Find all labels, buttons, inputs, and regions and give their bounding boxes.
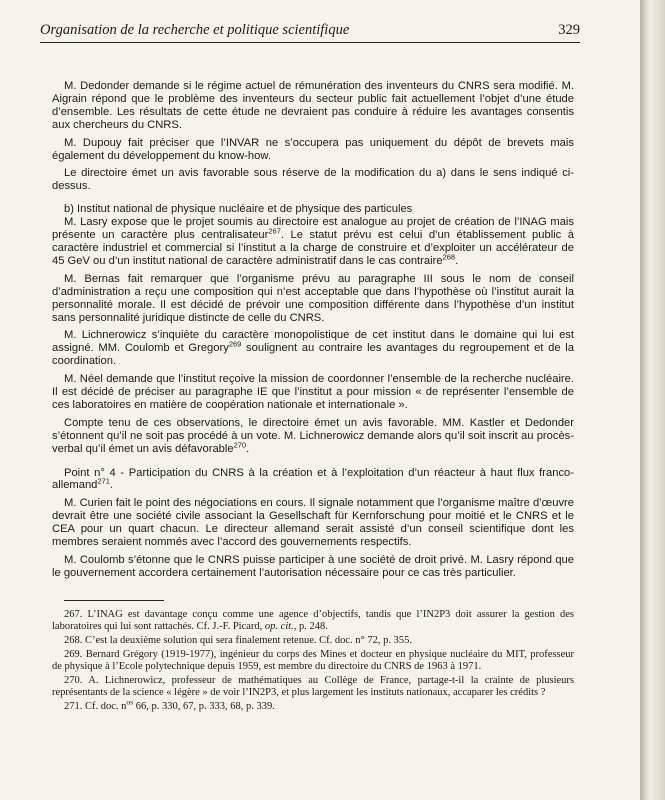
paragraph-compte-tenu: Compte tenu de ces observations, le directoire émet un avis favorable. MM. Kastler et Dedonder s’étonnent qu’il ne soit pas procédé à un vote. M. Lichnerowicz demande alors qu’il soit inscrit au procès-verbal qu’il émet un avis défavorable$^{270}$. xyxy=(52,416,574,455)
footnote-270: 270. A. Lichnerowicz, professeur de mathématiques au Collège de France, partage-t-il la crainte de plusieurs représentants de la science « légère » de voir l’IN2P3, et plus largement les instituts nationaux, accaparer les crédits ? xyxy=(52,674,574,699)
footnotes xyxy=(52,609,574,714)
footnote-divider xyxy=(64,600,164,601)
paragraph-dedonder: M. Dedonder demande si le régime actuel de rémunération des inventeurs du CNRS sera modifié. M. Aigrain répond que le problème des inventeurs du secteur public fait actuellement l’objet d’une étude d’ensemble. Les résultats de cette étude ne devraient pas conduire à réduire les avantages consentis aux chercheurs du CNRS. xyxy=(52,80,574,131)
footnote-ref-270[interactable]: 270 xyxy=(233,439,247,449)
running-header xyxy=(40,22,580,43)
paragraph-coulomb: M. Coulomb s’étonne que le CNRS puisse participer à une société de droit privé. M. Lasry répond que le gouvernement accordera certainement l’autorisation nécessaire pour ce cas très particulier. xyxy=(52,554,574,579)
paragraph-bernas: M. Bernas fait remarquer que l’organisme prévu au paragraphe III sous le nom de conseil d’administration a reçu une composition qui n’est acceptable que dans l’hypothèse où l’institut aurait la personnalité morale. Il est décidé de prévoir une composition différente dans l’hypothèse d’un institut sans personnalité juridique distincte de celle du CNRS. xyxy=(52,272,574,324)
paragraph-dupouy: M. Dupouy fait préciser que l’INVAR ne s’occupera pas uniquement du dépôt de brevets mais également du développement du know-how. xyxy=(52,136,574,162)
footnote-268: 268. C’est la deuxième solution qui sera finalement retenue. Cf. doc. n° 72, p. 355. xyxy=(64,635,412,646)
footnote-ref-271[interactable]: 271 xyxy=(97,476,110,486)
paragraph-neel: M. Néel demande que l’institut reçoive la mission de coordonner l’ensemble de la recherche nucléaire. Il est décidé de préciser au paragraphe IE que l’institut a pour mission « de représenter l’ensemble de ces laboratoires en matière de coopération nationale et internationale ». xyxy=(52,373,574,411)
footnote-269: 269. Bernard Grégory (1919-1977), ingénieur du corps des Mines et docteur en physique nucléaire du MIT, professeur de physique à l’Ecole polytechnique depuis 1959, est membre du directoire du CNRS de 1963 à 1971. xyxy=(52,648,574,673)
paragraph-lichnerowicz: M. Lichnerowicz s’inquiète du caractère monopolistique de cet institut dans le domaine qui lui est assigné. MM. Coulomb et Gregory$^{269}$ soulignent au contraire les avantages du regroupement et de la coordination. xyxy=(52,329,574,368)
footnote-271: 271. Cf. doc. $n^{os}$ 66, p. 330, 67, p. 333, 68, p. 339. xyxy=(64,697,275,712)
footnote-267: 267. L’INAG est davantage conçu comme une agence d’objectifs, tandis que l’IN2P3 doit assurer la gestion des laboratoires qui lui sont rattachés. Cf. J.-F. Picard, op. cit., p. 248. xyxy=(52,608,574,633)
paragraph-avis-favorable: Le directoire émet un avis favorable sous réserve de la modification du a) dans le sens indiqué ci-dessus. xyxy=(52,167,574,193)
page-number: 329 xyxy=(558,22,580,38)
main-text xyxy=(52,80,574,715)
page-binding-edge xyxy=(640,0,665,800)
paragraph-curien: M. Curien fait le point des négociations en cours. Il signale notamment que l’organisme maître d’œuvre devrait être une société civile associant la Gesellschaft für Kernforschung pour moitié et le CNRS et le CEA pour un quart chacun. Le directeur allemand serait assisté d’un conseil scientifique dont les membres seraient nommés avec l’accord des gouvernements respectifs. xyxy=(52,497,574,549)
footnote-ref-268[interactable]: 268 xyxy=(442,252,456,262)
footnote-ref-269[interactable]: 269 xyxy=(228,339,242,349)
section-heading-institut: b) Institut national de physique nucléaire et de physique des particules xyxy=(64,203,413,216)
paragraph-lasry: M. Lasry expose que le projet soumis au directoire est analogue au projet de création de l’INAG mais présente un caractère plus centralisateur$^{267}$. Le statut prévu est celui d’un établissement public à caractère industriel et commercial si l’institut a la charge de construire et d’exploiter un accélérateur de 45 GeV ou d’un institut national de caractère administratif dans le cas contraire$^{268}$. xyxy=(52,216,575,267)
section-heading-point-4: Point n° 4 - Participation du CNRS à la création et à l’exploitation d’un réacteur à haut flux franco-allemand$^{271}$. xyxy=(52,466,574,492)
running-title: Organisation de la recherche et politique scientifique xyxy=(40,22,350,38)
footnote-ref-267[interactable]: 267 xyxy=(268,226,281,236)
